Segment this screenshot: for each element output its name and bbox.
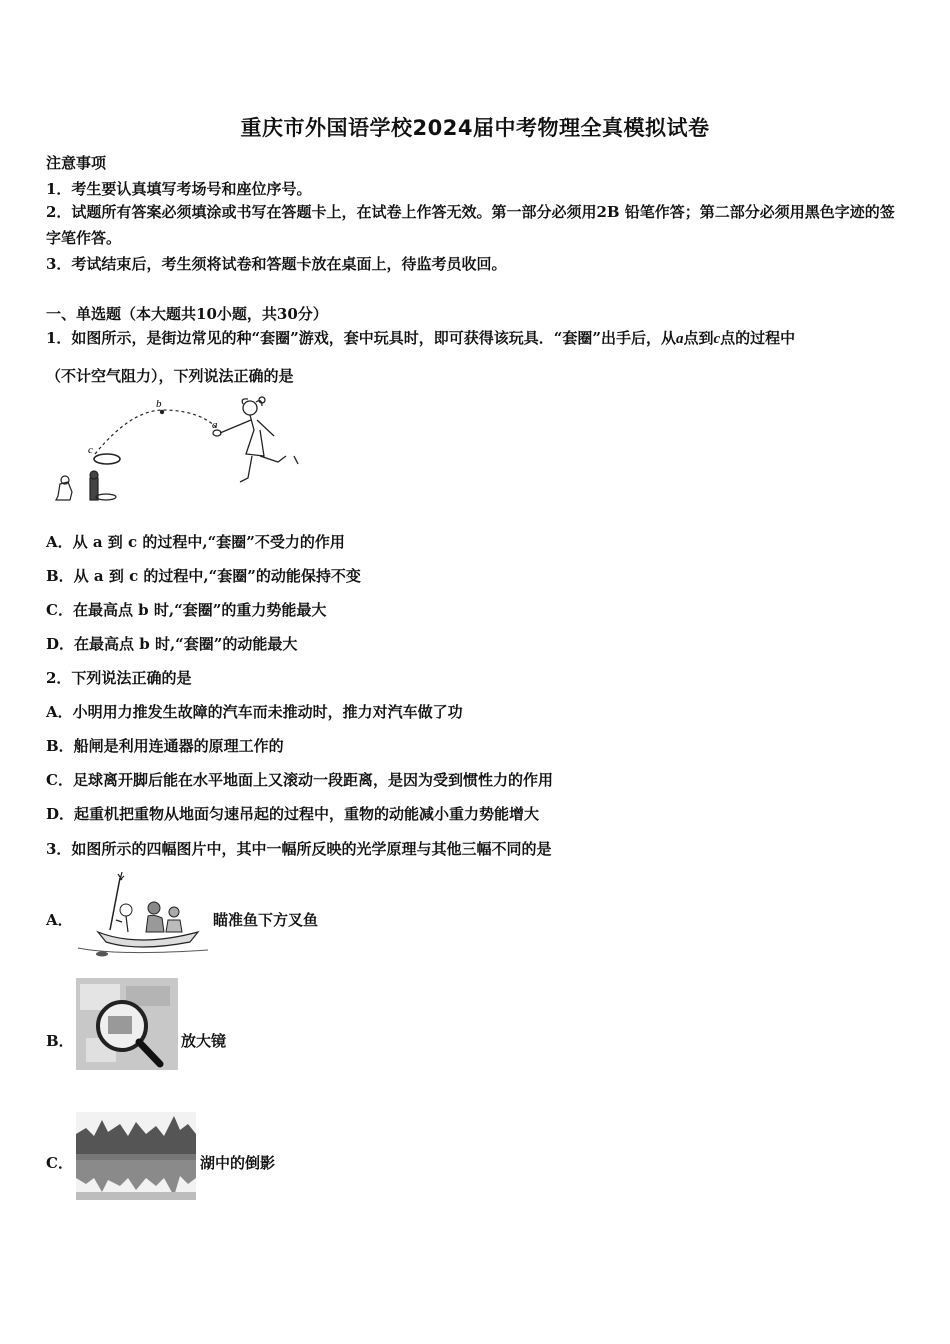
- q1-var-c: c: [713, 331, 721, 347]
- q1-stem-part2: 点到: [683, 329, 714, 347]
- q1-option-a: A．从 a 到 c 的过程中,“套圈”不受力的作用: [46, 533, 345, 551]
- trajectory-curve: [95, 410, 218, 454]
- q1-stem-part1: 1．如图所示，是街边常见的种“套圈”游戏，套中玩具时，即可获得该玩具．“套圈”出手后，从: [46, 329, 676, 347]
- magnifier-image: [76, 978, 178, 1070]
- q3-option-b-caption: 放大镜: [181, 1032, 227, 1050]
- section-heading: 一、单选题（本大题共10小题，共30分）: [46, 305, 328, 323]
- ring-icon: [94, 454, 120, 464]
- label-b: b: [156, 398, 162, 410]
- notice-item-1: 1．考生要认真填写考场号和座位序号。: [46, 180, 312, 198]
- lake-reflection-image: [76, 1112, 196, 1200]
- q2-stem: 2．下列说法正确的是: [46, 669, 192, 687]
- q1-option-c: C．在最高点 b 时,“套圈”的重力势能最大: [46, 601, 327, 619]
- q2-option-d: D．起重机把重物从地面匀速吊起的过程中，重物的动能减小重力势能增大: [46, 805, 540, 823]
- q2-option-a: A．小明用力推发生故障的汽车而未推动时，推力对汽车做了功: [46, 703, 463, 721]
- q3-stem: 3．如图所示的四幅图片中，其中一幅所反映的光学原理与其他三幅不同的是: [46, 840, 552, 858]
- q1-stem-line2: （不计空气阻力），下列说法正确的是: [46, 367, 294, 385]
- notice-item-2: 2．试题所有答案必须填涂或书写在答题卡上，在试卷上作答无效。第一部分必须用2B 铅笔作答；第二部分必须用黑色字迹的签字笔作答。: [46, 203, 895, 247]
- q2-option-b: B．船闸是利用连通器的原理工作的: [46, 737, 284, 755]
- fishing-image: [78, 870, 208, 960]
- q1-var-a: a: [675, 331, 684, 347]
- q1-option-d: D．在最高点 b 时,“套圈”的动能最大: [46, 635, 298, 653]
- label-c: c: [88, 444, 93, 456]
- q3-option-c-letter: C．: [46, 1154, 73, 1172]
- notice-heading: 注意事项: [46, 154, 107, 172]
- q1-stem-line1: [46, 327, 795, 348]
- q2-option-c: C．足球离开脚后能在水平地面上又滚动一段距离，是因为受到惯性力的作用: [46, 771, 553, 789]
- toys-icon: [56, 471, 116, 500]
- q3-option-b-letter: B．: [46, 1032, 74, 1050]
- ring-toss-figure: [50, 396, 320, 511]
- q3-option-c-caption: 湖中的倒影: [200, 1154, 276, 1172]
- point-b: [160, 410, 164, 414]
- q1-option-b: B．从 a 到 c 的过程中,“套圈”的动能保持不变: [46, 567, 361, 585]
- girl-icon: [220, 397, 298, 482]
- page-title: 重庆市外国语学校2024届中考物理全真模拟试卷: [240, 116, 710, 140]
- q3-option-a-letter: A．: [46, 911, 73, 929]
- label-a: a: [212, 419, 218, 431]
- notice-item-3: 3．考试结束后，考生须将试卷和答题卡放在桌面上，待监考员收回。: [46, 255, 507, 273]
- q3-option-a-caption: 瞄准鱼下方叉鱼: [213, 911, 319, 929]
- q1-stem-part3: 点的过程中: [720, 329, 796, 347]
